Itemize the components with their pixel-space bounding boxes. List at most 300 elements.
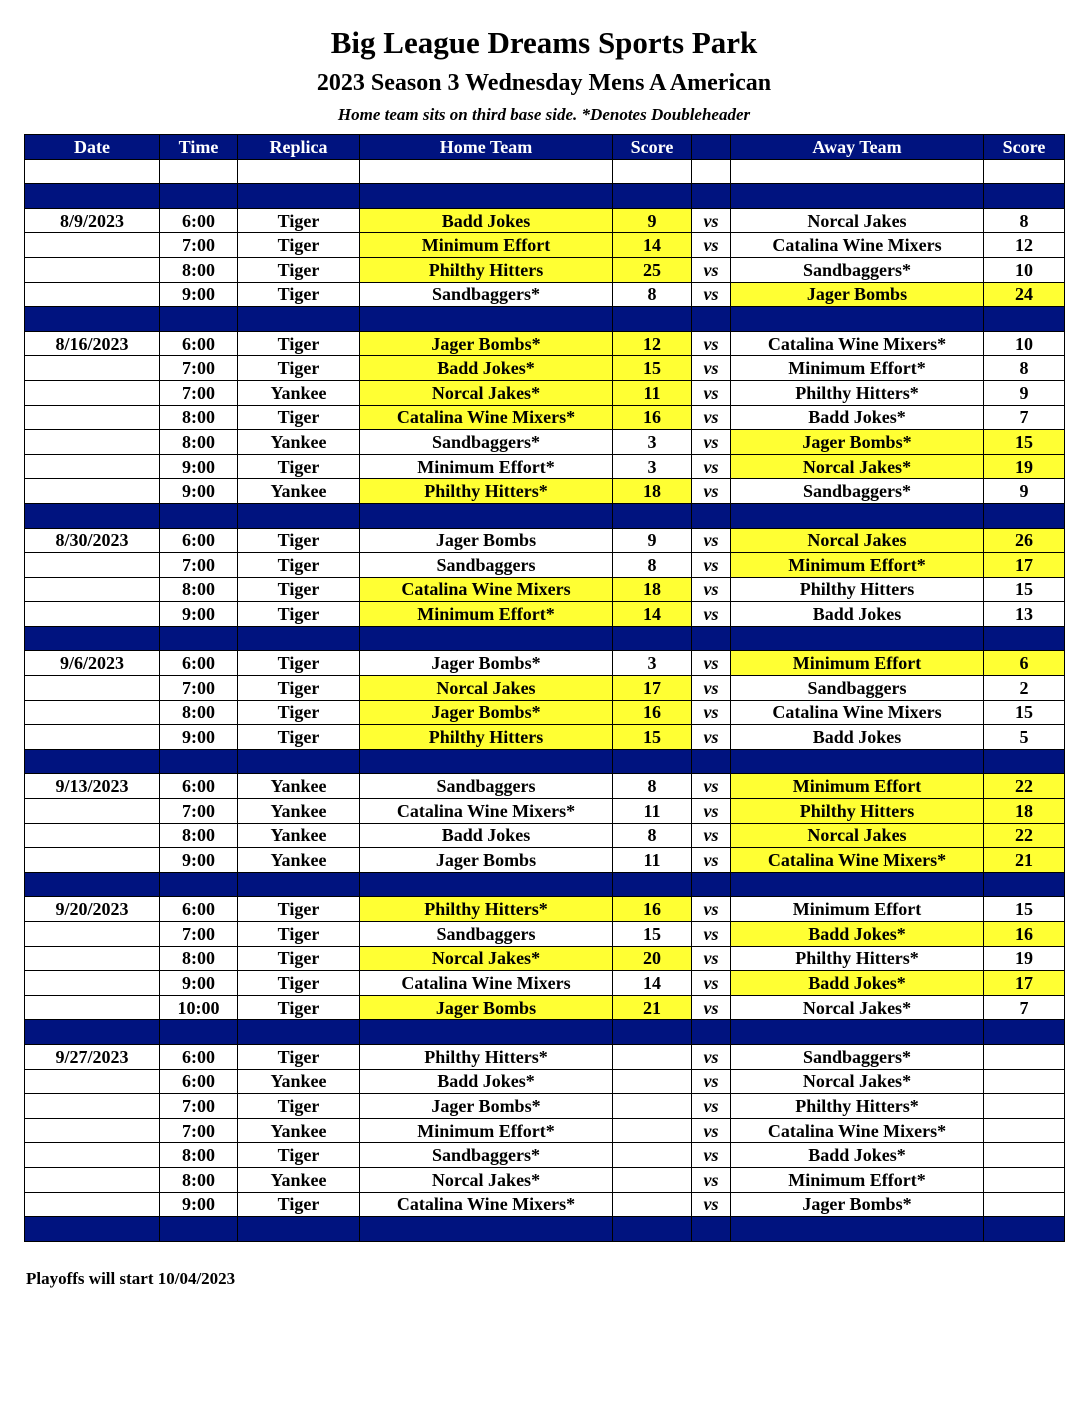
empty-cell [160,184,238,209]
empty-cell [238,626,360,651]
away-team-cell: Badd Jokes* [731,405,984,430]
col-header-replica: Replica [238,135,360,160]
empty-cell [25,159,160,184]
home-team-cell: Norcal Jakes [360,676,613,701]
time-cell: 8:00 [160,405,238,430]
empty-cell [613,1217,692,1242]
date-cell [25,602,160,627]
vs-cell: vs [692,257,731,282]
away-team-cell: Badd Jokes [731,725,984,750]
empty-cell [360,1217,613,1242]
date-cell [25,553,160,578]
date-cell [25,405,160,430]
home-score-cell [613,1143,692,1168]
vs-cell: vs [692,651,731,676]
empty-cell [984,184,1065,209]
date-cell: 8/16/2023 [25,331,160,356]
date-cell: 9/6/2023 [25,651,160,676]
empty-cell [731,159,984,184]
replica-cell: Yankee [238,848,360,873]
date-cell: 9/27/2023 [25,1044,160,1069]
home-score-cell: 12 [613,331,692,356]
home-score-cell [613,1044,692,1069]
date-cell: 9/20/2023 [25,897,160,922]
replica-cell: Yankee [238,1167,360,1192]
game-row [25,208,1065,233]
replica-cell: Tiger [238,528,360,553]
replica-cell: Tiger [238,257,360,282]
game-row [25,1069,1065,1094]
empty-cell [984,159,1065,184]
vs-cell: vs [692,479,731,504]
game-row [25,1192,1065,1217]
empty-cell [613,872,692,897]
home-team-cell: Sandbaggers [360,922,613,947]
empty-cell [25,749,160,774]
empty-cell [692,184,731,209]
empty-cell [613,307,692,332]
away-team-cell: Norcal Jakes* [731,454,984,479]
date-cell [25,1192,160,1217]
replica-cell: Tiger [238,1044,360,1069]
away-score-cell: 24 [984,282,1065,307]
home-team-cell: Catalina Wine Mixers* [360,799,613,824]
date-cell [25,848,160,873]
empty-cell [360,159,613,184]
away-score-cell: 5 [984,725,1065,750]
home-score-cell [613,1094,692,1119]
time-cell: 6:00 [160,528,238,553]
date-cell [25,1118,160,1143]
home-score-cell: 16 [613,405,692,430]
vs-cell: vs [692,897,731,922]
home-score-cell: 8 [613,282,692,307]
game-row [25,1118,1065,1143]
empty-cell [25,307,160,332]
away-score-cell [984,1143,1065,1168]
time-cell: 8:00 [160,823,238,848]
away-team-cell: Badd Jokes* [731,922,984,947]
home-team-cell: Philthy Hitters [360,725,613,750]
home-team-cell: Catalina Wine Mixers [360,577,613,602]
empty-cell [692,749,731,774]
empty-cell [731,1217,984,1242]
away-score-cell: 7 [984,995,1065,1020]
replica-cell: Yankee [238,799,360,824]
separator-row [25,1020,1065,1045]
away-team-cell: Philthy Hitters* [731,946,984,971]
replica-cell: Yankee [238,823,360,848]
game-row [25,479,1065,504]
empty-cell [160,1020,238,1045]
page-title: Big League Dreams Sports Park [330,25,758,60]
away-team-cell: Minimum Effort* [731,356,984,381]
replica-cell: Tiger [238,700,360,725]
home-team-cell: Sandbaggers [360,553,613,578]
empty-cell [613,503,692,528]
date-cell [25,430,160,455]
home-score-cell: 15 [613,922,692,947]
empty-cell [692,307,731,332]
empty-cell [160,872,238,897]
time-cell: 8:00 [160,1167,238,1192]
away-score-cell: 8 [984,356,1065,381]
home-team-cell: Jager Bombs [360,995,613,1020]
away-score-cell: 2 [984,676,1065,701]
time-cell: 9:00 [160,725,238,750]
empty-cell [731,872,984,897]
home-team-cell: Badd Jokes [360,208,613,233]
vs-cell: vs [692,1044,731,1069]
home-score-cell: 14 [613,971,692,996]
empty-cell [984,749,1065,774]
away-team-cell: Badd Jokes* [731,971,984,996]
away-score-cell: 22 [984,823,1065,848]
home-team-cell: Philthy Hitters [360,257,613,282]
date-cell [25,479,160,504]
empty-cell [692,1217,731,1242]
game-row [25,946,1065,971]
table-header-row [25,135,1065,160]
replica-cell: Tiger [238,454,360,479]
away-team-cell: Philthy Hitters [731,799,984,824]
game-row [25,257,1065,282]
game-row [25,331,1065,356]
home-team-cell: Norcal Jakes* [360,1167,613,1192]
home-score-cell: 9 [613,208,692,233]
separator-row [25,503,1065,528]
date-cell [25,1143,160,1168]
vs-cell: vs [692,922,731,947]
vs-cell: vs [692,1192,731,1217]
home-team-cell: Jager Bombs* [360,651,613,676]
date-cell [25,380,160,405]
empty-cell [25,1020,160,1045]
empty-cell [238,749,360,774]
home-score-cell: 15 [613,356,692,381]
date-cell [25,282,160,307]
home-score-cell: 18 [613,479,692,504]
page-subtitle: 2023 Season 3 Wednesday Mens A American [316,70,772,96]
empty-cell [984,1020,1065,1045]
game-row [25,725,1065,750]
empty-cell [160,1217,238,1242]
game-row [25,233,1065,258]
time-cell: 7:00 [160,676,238,701]
game-row [25,405,1065,430]
game-row [25,799,1065,824]
away-score-cell: 19 [984,454,1065,479]
away-score-cell: 15 [984,897,1065,922]
date-cell [25,1069,160,1094]
away-score-cell [984,1167,1065,1192]
empty-cell [984,1217,1065,1242]
away-score-cell: 10 [984,257,1065,282]
replica-cell: Tiger [238,233,360,258]
empty-cell [692,626,731,651]
empty-cell [360,626,613,651]
blank-row [25,159,1065,184]
schedule-body [25,159,1065,1241]
empty-cell [25,184,160,209]
vs-cell: vs [692,1069,731,1094]
empty-cell [731,626,984,651]
time-cell: 8:00 [160,1143,238,1168]
separator-row [25,307,1065,332]
home-team-cell: Philthy Hitters* [360,897,613,922]
home-team-cell: Sandbaggers* [360,1143,613,1168]
home-score-cell: 16 [613,897,692,922]
vs-cell: vs [692,380,731,405]
time-cell: 6:00 [160,774,238,799]
vs-cell: vs [692,602,731,627]
date-cell [25,995,160,1020]
separator-row [25,749,1065,774]
playoffs-note: Playoffs will start 10/04/2023 [26,1269,236,1288]
replica-cell: Tiger [238,922,360,947]
time-cell: 9:00 [160,479,238,504]
col-header-away-team: Away Team [731,135,984,160]
home-score-cell: 3 [613,430,692,455]
home-score-cell: 17 [613,676,692,701]
date-cell [25,799,160,824]
empty-cell [692,1020,731,1045]
empty-cell [238,1020,360,1045]
time-cell: 7:00 [160,1094,238,1119]
time-cell: 6:00 [160,208,238,233]
empty-cell [360,749,613,774]
home-team-cell: Sandbaggers* [360,282,613,307]
date-cell [25,1094,160,1119]
replica-cell: Yankee [238,430,360,455]
away-team-cell: Norcal Jakes* [731,1069,984,1094]
game-row [25,651,1065,676]
empty-cell [238,184,360,209]
time-cell: 9:00 [160,848,238,873]
away-score-cell: 16 [984,922,1065,947]
date-cell [25,725,160,750]
away-team-cell: Sandbaggers [731,676,984,701]
time-cell: 7:00 [160,553,238,578]
home-score-cell: 8 [613,823,692,848]
empty-cell [360,1020,613,1045]
game-row [25,676,1065,701]
replica-cell: Tiger [238,946,360,971]
away-team-cell: Sandbaggers* [731,479,984,504]
empty-cell [25,626,160,651]
replica-cell: Tiger [238,897,360,922]
col-header-vs [692,135,731,160]
replica-cell: Tiger [238,725,360,750]
vs-cell: vs [692,725,731,750]
home-score-cell: 14 [613,233,692,258]
away-team-cell: Catalina Wine Mixers [731,233,984,258]
replica-cell: Tiger [238,651,360,676]
replica-cell: Yankee [238,479,360,504]
time-cell: 9:00 [160,1192,238,1217]
vs-cell: vs [692,233,731,258]
vs-cell: vs [692,971,731,996]
vs-cell: vs [692,1143,731,1168]
col-header-away-score: Score [984,135,1065,160]
game-row [25,700,1065,725]
away-team-cell: Badd Jokes* [731,1143,984,1168]
home-team-cell: Jager Bombs [360,848,613,873]
page-note: Home team sits on third base side. *Denotes Doubleheader [337,105,751,124]
vs-cell: vs [692,553,731,578]
empty-cell [238,1217,360,1242]
home-team-cell: Badd Jokes [360,823,613,848]
empty-cell [731,307,984,332]
home-team-cell: Badd Jokes* [360,1069,613,1094]
empty-cell [238,307,360,332]
game-row [25,1143,1065,1168]
col-header-home-team: Home Team [360,135,613,160]
home-team-cell: Minimum Effort [360,233,613,258]
home-score-cell: 8 [613,774,692,799]
away-score-cell [984,1094,1065,1119]
game-row [25,577,1065,602]
home-team-cell: Philthy Hitters* [360,1044,613,1069]
vs-cell: vs [692,823,731,848]
away-team-cell: Norcal Jakes [731,823,984,848]
empty-cell [238,159,360,184]
home-score-cell: 16 [613,700,692,725]
away-team-cell: Philthy Hitters* [731,1094,984,1119]
empty-cell [160,159,238,184]
replica-cell: Tiger [238,208,360,233]
away-score-cell: 15 [984,577,1065,602]
game-row [25,282,1065,307]
home-team-cell: Minimum Effort* [360,454,613,479]
time-cell: 6:00 [160,651,238,676]
game-row [25,1167,1065,1192]
empty-cell [984,872,1065,897]
empty-cell [25,872,160,897]
away-team-cell: Minimum Effort [731,897,984,922]
game-row [25,430,1065,455]
empty-cell [360,307,613,332]
empty-cell [613,159,692,184]
empty-cell [731,749,984,774]
time-cell: 6:00 [160,1044,238,1069]
home-score-cell: 25 [613,257,692,282]
replica-cell: Tiger [238,602,360,627]
game-row [25,528,1065,553]
vs-cell: vs [692,774,731,799]
time-cell: 9:00 [160,971,238,996]
home-score-cell: 3 [613,651,692,676]
home-team-cell: Badd Jokes* [360,356,613,381]
time-cell: 6:00 [160,331,238,356]
date-cell [25,823,160,848]
date-cell [25,577,160,602]
replica-cell: Tiger [238,282,360,307]
replica-cell: Tiger [238,356,360,381]
time-cell: 8:00 [160,577,238,602]
vs-cell: vs [692,430,731,455]
vs-cell: vs [692,700,731,725]
replica-cell: Yankee [238,380,360,405]
replica-cell: Tiger [238,1192,360,1217]
away-score-cell: 17 [984,971,1065,996]
time-cell: 8:00 [160,700,238,725]
home-score-cell: 20 [613,946,692,971]
date-cell [25,676,160,701]
home-score-cell: 8 [613,553,692,578]
home-score-cell [613,1192,692,1217]
empty-cell [613,626,692,651]
date-cell [25,946,160,971]
home-score-cell: 3 [613,454,692,479]
empty-cell [984,503,1065,528]
empty-cell [238,503,360,528]
vs-cell: vs [692,848,731,873]
home-score-cell: 11 [613,799,692,824]
away-team-cell: Catalina Wine Mixers* [731,848,984,873]
vs-cell: vs [692,676,731,701]
separator-row [25,626,1065,651]
empty-cell [731,503,984,528]
home-team-cell: Catalina Wine Mixers [360,971,613,996]
away-score-cell: 15 [984,700,1065,725]
away-team-cell: Philthy Hitters* [731,380,984,405]
time-cell: 7:00 [160,380,238,405]
replica-cell: Yankee [238,1069,360,1094]
time-cell: 8:00 [160,946,238,971]
away-score-cell: 13 [984,602,1065,627]
away-team-cell: Norcal Jakes* [731,995,984,1020]
game-row [25,848,1065,873]
col-header-date: Date [25,135,160,160]
away-score-cell: 15 [984,430,1065,455]
date-cell [25,971,160,996]
game-row [25,553,1065,578]
away-team-cell: Norcal Jakes [731,208,984,233]
away-score-cell: 9 [984,380,1065,405]
game-row [25,1094,1065,1119]
away-team-cell: Norcal Jakes [731,528,984,553]
vs-cell: vs [692,528,731,553]
replica-cell: Tiger [238,971,360,996]
away-score-cell: 7 [984,405,1065,430]
col-header-time: Time [160,135,238,160]
time-cell: 10:00 [160,995,238,1020]
away-score-cell: 12 [984,233,1065,258]
vs-cell: vs [692,331,731,356]
home-team-cell: Jager Bombs* [360,331,613,356]
home-team-cell: Jager Bombs* [360,700,613,725]
time-cell: 9:00 [160,282,238,307]
away-team-cell: Jager Bombs [731,282,984,307]
away-score-cell: 17 [984,553,1065,578]
away-score-cell [984,1118,1065,1143]
time-cell: 9:00 [160,454,238,479]
away-team-cell: Sandbaggers* [731,257,984,282]
away-team-cell: Catalina Wine Mixers [731,700,984,725]
home-score-cell [613,1069,692,1094]
empty-cell [692,503,731,528]
home-team-cell: Norcal Jakes* [360,380,613,405]
empty-cell [731,184,984,209]
game-row [25,454,1065,479]
game-row [25,995,1065,1020]
away-score-cell [984,1192,1065,1217]
empty-cell [613,1020,692,1045]
empty-cell [613,184,692,209]
vs-cell: vs [692,356,731,381]
replica-cell: Tiger [238,405,360,430]
